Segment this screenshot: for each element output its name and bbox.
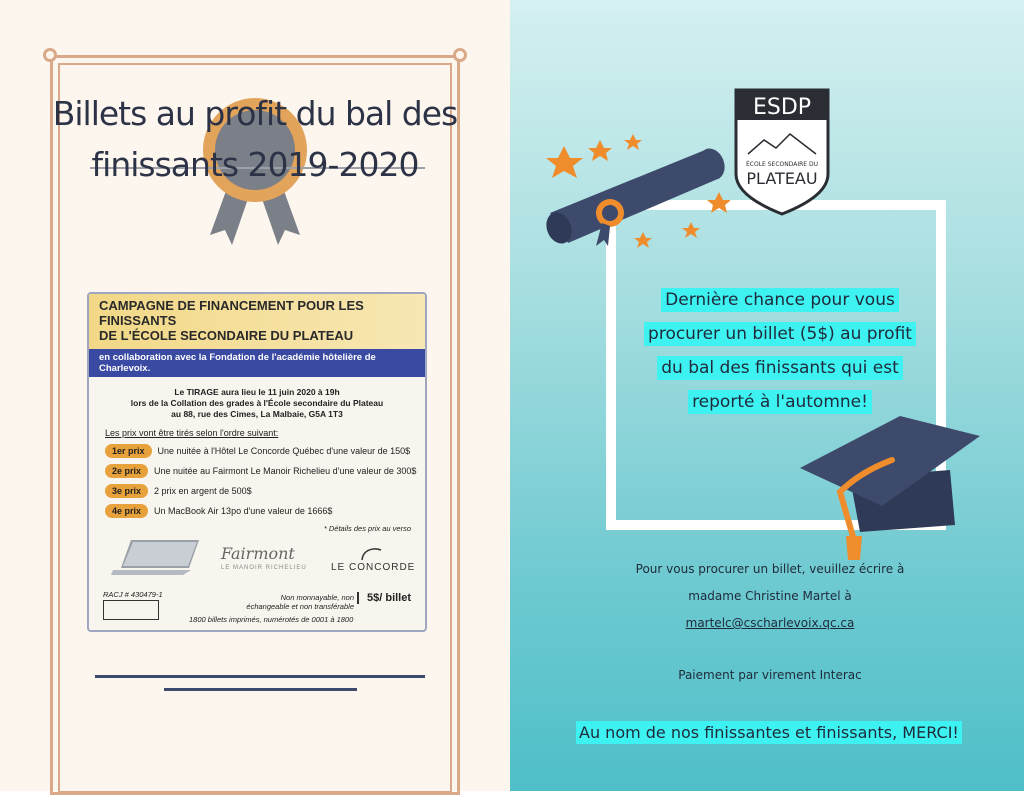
prize-row	[105, 484, 425, 498]
prize-details-note: * Détails des prix au verso	[323, 523, 411, 533]
page-title	[40, 88, 470, 190]
main-message	[590, 283, 970, 419]
prize-rank: 1er prix	[105, 444, 152, 458]
draw-line: Le TIRAGE aura lieu le 11 juin 2020 à 19h	[174, 386, 340, 397]
racj-number: RACJ # 430479-1	[103, 590, 163, 599]
message-line: reporté à l'automne!	[688, 390, 872, 414]
non-transferable-note: Non monnayable, non échangeable et non transférable	[246, 593, 354, 611]
diploma-icon	[540, 128, 730, 258]
prize-row	[105, 444, 425, 458]
ticket-number-box	[103, 600, 159, 620]
message-line: procurer un billet (5$) au profit	[644, 322, 916, 346]
draw-line: au 88, rue des Cimes, La Malbaie, G5A 1T3	[171, 408, 343, 419]
ticket-price: 5$/ billet	[357, 592, 411, 604]
contact-line: Pour vous procurer un billet, veuillez écrire à	[635, 562, 905, 576]
prizes-intro: Les prix vont être tirés selon l'ordre suivant:	[105, 427, 279, 438]
left-panel	[0, 0, 510, 791]
logo-name: PLATEAU	[746, 169, 818, 188]
school-logo	[734, 88, 830, 216]
concorde-logo: LE CONCORDE	[331, 562, 416, 573]
contact-email-link[interactable]: martelc@cscharlevoix.qc.ca	[685, 616, 855, 630]
prize-row	[105, 504, 425, 518]
prize-rank: 4e prix	[105, 504, 148, 518]
message-line: Dernière chance pour vous	[661, 288, 899, 312]
prize-text: Un MacBook Air 13po d'une valeur de 1666$	[154, 505, 333, 516]
graduation-cap-icon	[800, 410, 990, 560]
laptop-icon	[111, 538, 203, 576]
logo-sub: ÉCOLE SECONDAIRE DU	[745, 161, 819, 168]
ticket-collaboration-band: en collaboration avec la Fondation de l'académie hôtelière de Charlevoix.	[89, 349, 425, 377]
thank-you-message: Au nom de nos finissantes et finissants, MERCI!	[576, 721, 962, 744]
printed-count: 1800 billets imprimés, numérotés de 0001 à 1800	[189, 615, 354, 624]
right-panel	[510, 0, 1024, 791]
prize-rank: 3e prix	[105, 484, 148, 498]
ticket-header	[89, 294, 425, 349]
title-line-2: finissants 2019-2020	[91, 145, 419, 185]
prize-rank: 2e prix	[105, 464, 148, 478]
fairmont-logo: Fairmont	[221, 544, 295, 563]
ticket-header-line-1: CAMPAGNE DE FINANCEMENT POUR LES FINISSANTS	[99, 298, 364, 328]
divider-line	[95, 675, 425, 678]
contact-line: madame Christine Martel à	[688, 589, 852, 603]
frame-corner	[43, 48, 57, 62]
prize-row	[105, 464, 425, 478]
draw-line: lors de la Collation des grades à l'École secondaire du Plateau	[130, 397, 384, 408]
frame-corner	[453, 48, 467, 62]
logo-abbr: ESDP	[752, 95, 812, 120]
raffle-ticket	[87, 292, 427, 632]
divider-line	[164, 688, 357, 691]
concorde-swoosh-icon	[359, 546, 383, 562]
prize-text: Une nuitée à l'Hôtel Le Concorde Québec d'une valeur de 150$	[157, 445, 411, 456]
ticket-header-line-2: DE L'ÉCOLE SECONDAIRE DU PLATEAU	[99, 327, 354, 343]
ticket-draw-info	[89, 387, 425, 420]
payment-info: Paiement par virement Interac	[678, 668, 862, 682]
fairmont-logo-sub: LE MANOIR RICHELIEU	[221, 565, 307, 571]
contact-info	[570, 556, 970, 637]
prize-text: 2 prix en argent de 500$	[154, 485, 252, 496]
prize-text: Une nuitée au Fairmont Le Manoir Richelieu d'une valeur de 300$	[154, 465, 417, 476]
message-line: du bal des finissants qui est	[657, 356, 903, 380]
title-line-1: Billets au profit du bal des	[52, 94, 458, 133]
